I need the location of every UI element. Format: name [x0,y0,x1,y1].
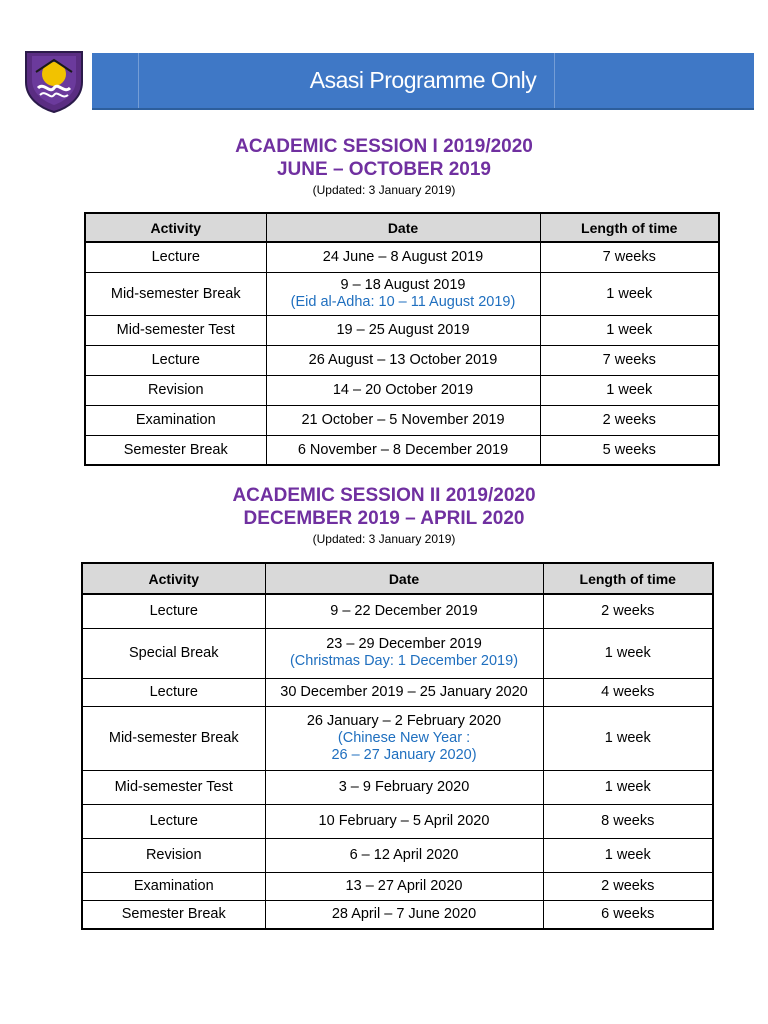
table-row [82,594,713,628]
session-2-title: ACADEMIC SESSION II 2019/2020 [232,485,536,506]
activity-cell: Revision [85,375,266,405]
col-activity: Activity [85,213,266,242]
session-1-updated: (Updated: 3 January 2019) [312,183,456,197]
session-2-heading [0,484,768,547]
activity-cell: Revision [82,838,265,872]
length-cell: 7 weeks [540,345,719,375]
activity-cell: Mid-semester Break [85,272,266,315]
holiday-note: (Eid al-Adha: 10 – 11 August 2019) [290,293,516,310]
activity-cell: Examination [85,405,266,435]
date-cell: 10 February – 5 April 2020 [265,804,543,838]
activity-cell: Lecture [82,594,265,628]
length-cell: 7 weeks [540,242,719,272]
length-cell: 4 weeks [543,678,713,706]
length-cell: 6 weeks [543,900,713,929]
col-activity: Activity [82,563,265,594]
table-row [85,405,719,435]
banner-title: Asasi Programme Only [309,67,537,93]
holiday-note: (Chinese New Year : [337,729,471,746]
length-cell: 2 weeks [540,405,719,435]
table-row [85,315,719,345]
activity-cell: Semester Break [85,435,266,465]
date-text: 9 – 18 August 2019 [340,276,466,293]
table-row [82,838,713,872]
date-cell [266,272,540,315]
table-row [82,678,713,706]
table-row [85,272,719,315]
date-cell: 19 – 25 August 2019 [266,315,540,345]
session-2-updated: (Updated: 3 January 2019) [312,532,456,546]
activity-cell: Lecture [82,678,265,706]
activity-cell: Examination [82,872,265,900]
session-1-heading [0,135,768,198]
date-cell [265,628,543,678]
date-cell: 3 – 9 February 2020 [265,770,543,804]
length-cell: 1 week [540,375,719,405]
table-row [82,804,713,838]
table-header-row [85,213,719,242]
col-date: Date [265,563,543,594]
session-1-title: ACADEMIC SESSION I 2019/2020 [235,136,533,157]
length-cell: 2 weeks [543,872,713,900]
length-cell: 1 week [543,770,713,804]
university-crest-icon [22,48,86,114]
col-length: Length of time [543,563,713,594]
activity-cell: Mid-semester Break [82,706,265,770]
table-row [82,872,713,900]
length-cell: 2 weeks [543,594,713,628]
activity-cell: Lecture [85,242,266,272]
table-row [82,628,713,678]
date-cell: 21 October – 5 November 2019 [266,405,540,435]
table-row [82,706,713,770]
activity-cell: Mid-semester Test [82,770,265,804]
length-cell: 5 weeks [540,435,719,465]
length-cell: 1 week [543,838,713,872]
date-text: 26 January – 2 February 2020 [306,712,502,729]
activity-cell: Semester Break [82,900,265,929]
activity-cell: Lecture [85,345,266,375]
date-cell: 13 – 27 April 2020 [265,872,543,900]
holiday-note: (Christmas Day: 1 December 2019) [289,653,519,669]
length-cell: 1 week [540,272,719,315]
date-cell: 14 – 20 October 2019 [266,375,540,405]
col-date: Date [266,213,540,242]
length-cell: 1 week [543,706,713,770]
date-cell: 9 – 22 December 2019 [265,594,543,628]
length-cell: 1 week [540,315,719,345]
date-cell: 24 June – 8 August 2019 [266,242,540,272]
session-1-period: JUNE – OCTOBER 2019 [276,159,491,180]
col-length: Length of time [540,213,719,242]
session-2-period: DECEMBER 2019 – APRIL 2020 [243,508,525,529]
table-row [85,242,719,272]
activity-cell: Lecture [82,804,265,838]
date-cell: 6 – 12 April 2020 [265,838,543,872]
table-row [82,770,713,804]
date-cell: 30 December 2019 – 25 January 2020 [265,678,543,706]
date-cell: 26 August – 13 October 2019 [266,345,540,375]
table-header-row [82,563,713,594]
date-cell: 28 April – 7 June 2020 [265,900,543,929]
table-row [82,900,713,929]
date-cell: 6 November – 8 December 2019 [266,435,540,465]
activity-cell: Special Break [82,628,265,678]
date-cell [265,706,543,770]
length-cell: 1 week [543,628,713,678]
length-cell: 8 weeks [543,804,713,838]
session-2-table [81,562,714,930]
table-row [85,345,719,375]
date-text: 23 – 29 December 2019 [326,636,482,652]
table-row [85,435,719,465]
session-1-table [84,212,720,466]
holiday-note-dates: 26 – 27 January 2020) [331,746,477,763]
table-row [85,375,719,405]
title-banner [92,53,754,110]
activity-cell: Mid-semester Test [85,315,266,345]
